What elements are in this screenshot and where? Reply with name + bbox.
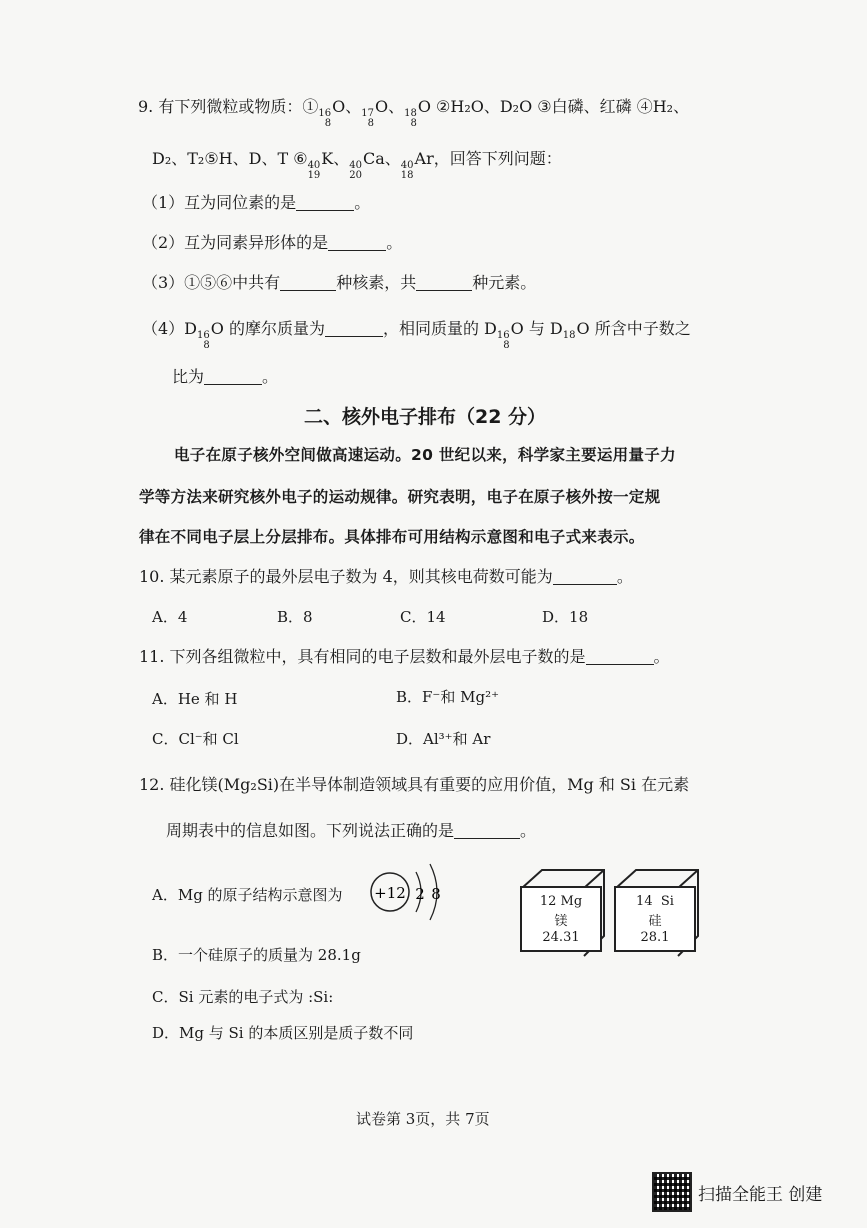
shell-1-count: 2 [415,885,425,903]
answer-blank[interactable] [553,568,617,585]
isotope-label: 16 8 [496,330,510,351]
q11-option-d[interactable]: D．Al³⁺和 Ar [396,730,491,748]
isotope-o17: 17 8 [361,108,374,129]
q11-option-a[interactable]: A．He 和 H [152,690,238,708]
q10-option-b[interactable]: B．8 [277,608,313,626]
q9-sub1: （1）互为同位素的是 。 [142,193,371,212]
section-title: 二、核外电子排布（22 分） [304,406,547,428]
element-tile-si [614,886,696,952]
isotope-k40: 40 19 [307,160,321,181]
isotope-o18: 18 8 [404,108,417,129]
isotope-ca40: 40 20 [349,160,362,181]
q10-option-c[interactable]: C．14 [400,608,446,626]
nucleus-charge: +12 [374,884,406,902]
si-number-symbol: 14 Si [636,894,674,909]
q9-sub4-line2: 比为 。 [172,367,279,386]
answer-blank[interactable] [296,194,354,211]
q10-stem: 10. 某元素原子的最外层电子数为 4，则其核电荷数可能为 。 [139,567,633,586]
isotope-o16: 16 8 [318,108,332,129]
isotope-label: 16 8 [197,330,210,351]
q9-sub3: （3）①⑤⑥中共有 种核素，共 种元素。 [142,273,537,292]
q12-option-b[interactable]: B．一个硅原子的质量为 28.1g [152,946,361,964]
mg-mass: 24.31 [542,930,580,945]
isotope-ar40: 40 18 [400,160,414,181]
mg-atom-structure-diagram [364,858,454,928]
q10-option-d[interactable]: D．18 [542,608,589,626]
section-intro-1: 电子在原子核外空间做高速运动。20 世纪以来，科学家主要运用量子力 [174,446,676,464]
q9-sub2: （2）互为同素异形体的是 。 [142,233,403,252]
qr-code-icon [652,1172,692,1212]
answer-blank[interactable] [328,234,386,251]
q11-stem: 11. 下列各组微粒中，具有相同的电子层数和最外层电子数的是 。 [139,647,670,666]
q11-option-c[interactable]: C．Cl⁻和 Cl [152,730,239,748]
q12-option-a[interactable]: A．Mg 的原子结构示意图为 [152,886,343,904]
q11-option-b[interactable]: B．F⁻和 Mg²⁺ [396,688,500,706]
q12-stem-2: 周期表中的信息如图。下列说法正确的是 。 [166,821,537,840]
scanner-watermark: 扫描全能王 创建 [698,1185,823,1205]
q9-line2: D₂、T₂⑤H、D、T ⑥ 40 19 K、 40 20 Ca、 40 18 Ar，回答下列问题： [152,149,562,181]
q10-option-a[interactable]: A．4 [152,608,188,626]
element-tile-mg [520,886,602,952]
isotope-label: 18 [562,330,576,341]
answer-blank[interactable] [280,274,336,291]
mg-number-symbol: 12 Mg [539,894,583,909]
answer-blank[interactable] [586,648,654,665]
answer-blank[interactable] [416,274,472,291]
shell-2-count: 8 [431,885,441,903]
q9-sub4: （4）D 16 8 O 的摩尔质量为 ，相同质量的 D 16 8 O 与 D 18 O 所含中子数之 [142,319,691,351]
answer-blank[interactable] [204,368,262,385]
q12-option-c[interactable]: C．Si 元素的电子式为 :Si: [152,988,334,1006]
section-intro-2: 学等方法来研究核外电子的运动规律。研究表明，电子在原子核外按一定规 [139,488,661,506]
answer-blank[interactable] [325,320,383,337]
si-mass: 28.1 [640,930,670,945]
page-footer: 试卷第 3页，共 7页 [356,1110,490,1128]
si-name: 硅 [648,914,662,929]
mg-name: 镁 [554,914,568,929]
section-intro-3: 律在不同电子层上分层排布。具体排布可用结构示意图和电子式来表示。 [139,528,645,546]
answer-blank[interactable] [454,822,520,839]
q9-line1: 9. 有下列微粒或物质：① 16 8 O、 17 8 O、 18 8 O ②H₂O、D₂O ③白磷、红磷 ④H₂、 [138,97,690,129]
q12-stem-1: 12. 硅化镁(Mg₂Si)在半导体制造领域具有重要的应用价值，Mg 和 Si 在元素 [139,775,690,794]
q12-option-d[interactable]: D．Mg 与 Si 的本质区别是质子数不同 [152,1024,414,1042]
q9-prefix: 9. 有下列微粒或物质：① [138,97,319,116]
